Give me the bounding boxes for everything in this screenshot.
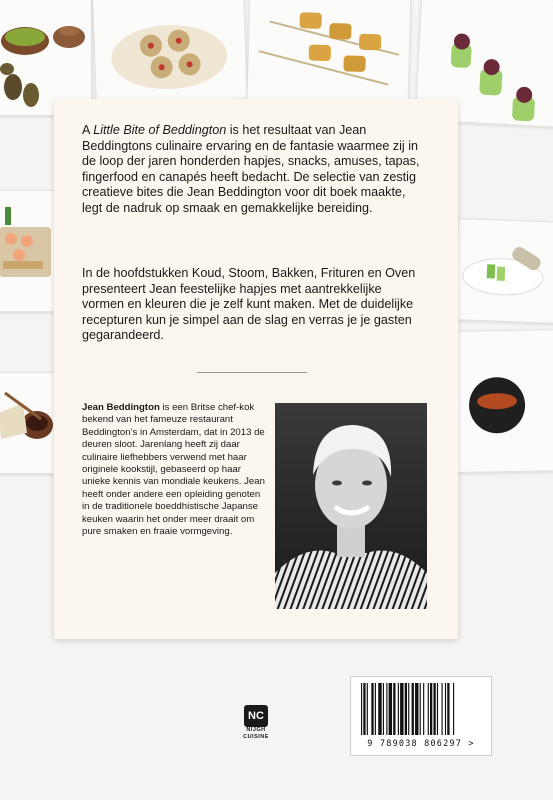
blurb-intro: A <box>82 123 94 137</box>
author-name: Jean Beddington <box>82 402 160 413</box>
barcode-bar <box>361 683 362 735</box>
dipping-sauce-illustration <box>456 330 553 472</box>
barcode-bar <box>378 683 381 735</box>
barcode-bars <box>351 677 491 737</box>
isbn-digits: 9 789038 806297 > <box>367 739 475 749</box>
barcode-bar <box>371 683 373 735</box>
barcode-bar <box>445 683 446 735</box>
author-bio <box>82 402 267 538</box>
spring-roll-illustration <box>455 219 553 323</box>
barcode-bar <box>375 683 376 735</box>
dumplings-illustration <box>0 373 55 473</box>
photo-dumplings <box>0 372 56 474</box>
barcode-bar <box>428 683 429 735</box>
blurb-chapters: In de hoofdstukken Koud, Stoom, Bakken, Frituren en Oven presenteert Jean feestelijke hapjes met aantrekkelijke vormen en kleuren die je zelf kunt maken. Met de duidelijke recepturen kun je simpel aan de slag en verras je je gasten gegarandeerd. <box>82 266 416 343</box>
photo-dipping-sauce <box>455 329 553 473</box>
barcode-bar <box>442 683 443 735</box>
publisher-logo <box>238 705 274 741</box>
publisher-imprint: CUISINE <box>243 734 269 740</box>
photo-sushi-tray <box>0 190 56 312</box>
author-bio-text: is een Britse chef-kok bekend van het fameuze restaurant Beddington’s in Amsterdam, dat in 2013 de deuren sloot. Jarenlang heeft zij daar culinaire liefhebbers verwend met haar originele kookstijl, gebaseerd op haar unieke kennis van mondiale keukens. Jean heeft onder andere een opleiding genoten in de traditionele boeddhistische Japanse keuken waarin het onder meer draait om pure smaken en fraaie vormgeving. <box>82 402 265 538</box>
pastries-illustration <box>248 0 411 103</box>
photo-spring-roll-spoon <box>454 218 553 324</box>
divider <box>197 372 307 373</box>
barcode-bar <box>447 683 449 735</box>
barcode-bar <box>412 683 414 735</box>
barcode-bar <box>437 683 438 735</box>
barcode-bar <box>383 683 384 735</box>
book-title: Little Bite of Beddington <box>93 123 227 137</box>
barcode-bar <box>389 683 392 735</box>
barcode-bar <box>420 683 421 735</box>
barcode-bar <box>423 683 424 735</box>
barcode-bar <box>363 683 365 735</box>
barcode-bar <box>408 683 409 735</box>
barcode-bar <box>405 683 407 735</box>
barcode-bar <box>430 683 432 735</box>
photo-crab-cakes <box>92 0 248 105</box>
publisher-mark: NC <box>244 705 268 727</box>
photo-skewered-pastries <box>247 0 412 104</box>
author-portrait <box>275 403 427 609</box>
guacamole-illustration <box>0 0 91 115</box>
barcode-bar <box>433 683 435 735</box>
author-portrait-illustration <box>275 403 427 609</box>
blurb-body: is het resultaat van Jean Beddingtons culinaire ervaring en de fantasie waarmee zij in de loop der jaren honderden hapjes, snacks, amuses, tapas, fingerfood en canapés heeft bedacht. De selectie van zestig creatieve bites die Jean Beddington voor dit boek maakte, legt de nadruk op smaak en gemakkelijke bereiding. <box>82 123 420 215</box>
sushi-illustration <box>0 191 55 311</box>
crab-cakes-illustration <box>93 0 247 104</box>
barcode-bar <box>367 683 368 735</box>
barcode-bar <box>398 683 399 735</box>
barcode-bar <box>415 683 418 735</box>
barcode-bar <box>453 683 454 735</box>
publisher-name: NIJGH <box>246 727 266 733</box>
barcode-bar <box>386 683 387 735</box>
barcode-bar <box>400 683 403 735</box>
blurb-paragraph-1 <box>82 123 427 217</box>
barcode-bar <box>393 683 395 735</box>
isbn-barcode <box>350 676 492 756</box>
blurb-paragraph-2 <box>82 266 427 344</box>
